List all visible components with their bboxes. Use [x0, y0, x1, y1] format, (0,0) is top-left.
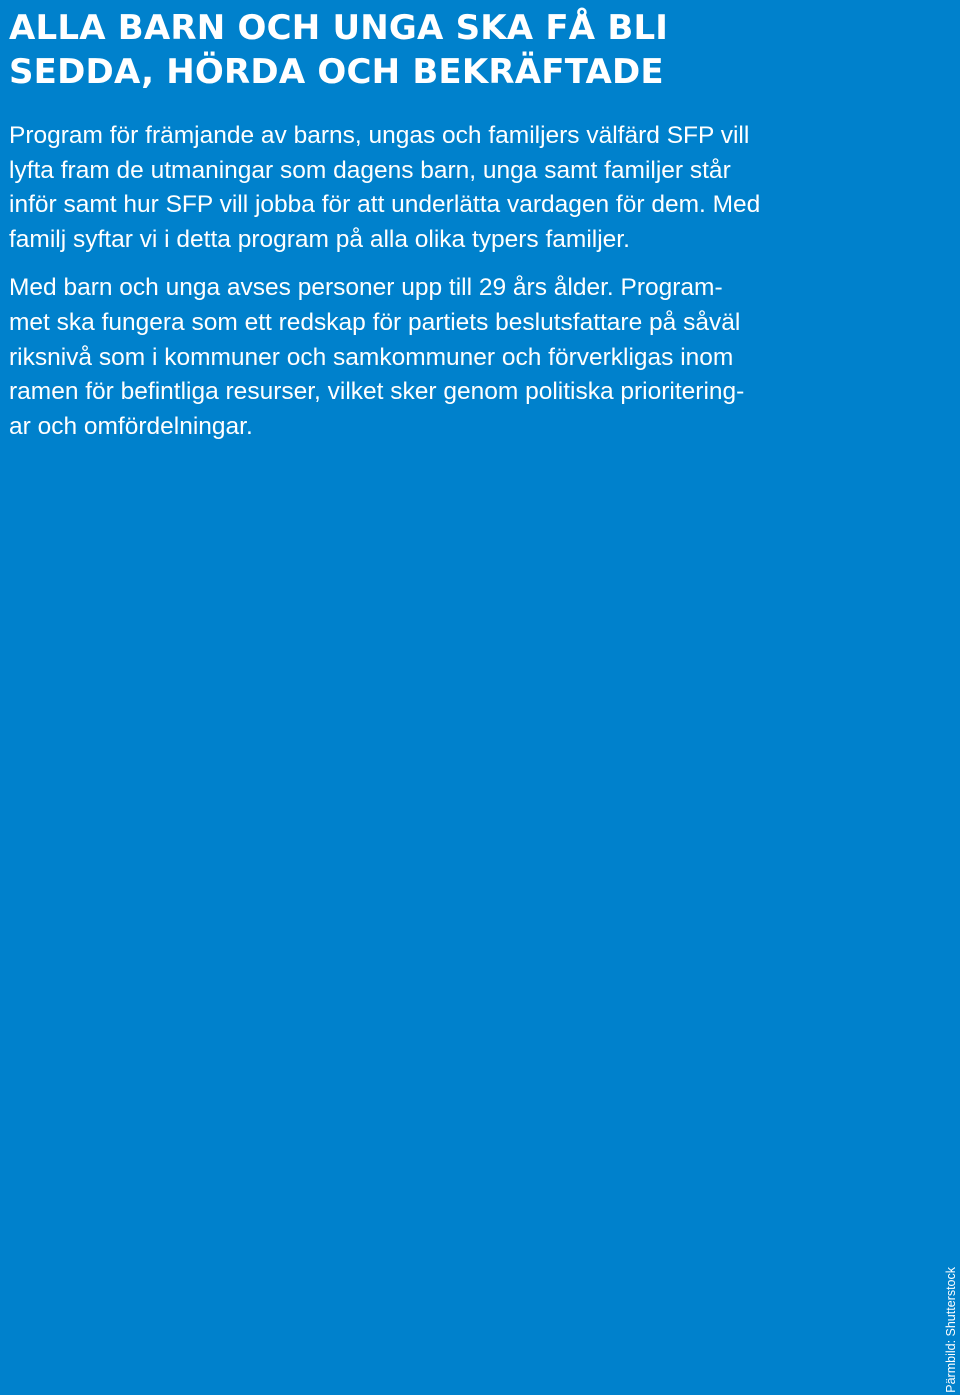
- paragraph-line: inför samt hur SFP vill jobba för att underlätta vardagen för dem. Med: [9, 191, 761, 219]
- page-title: [9, 0, 909, 94]
- paragraph-1: [9, 119, 909, 257]
- paragraph-line: met ska fungera som ett redskap för partiets beslutsfattare på såväl: [9, 308, 741, 336]
- paragraph-2: [9, 271, 909, 444]
- paragraph-line: familj syftar vi i detta program på alla olika typers familjer.: [9, 225, 630, 253]
- paragraph-line: Med barn och unga avses personer upp till 29 års ålder. Program-: [9, 274, 723, 302]
- paragraph-line: Program för främjande av barns, ungas och familjers välfärd SFP vill: [9, 122, 750, 149]
- title-line-2: SEDDA, HÖRDA OCH BEKRÄFTADE: [9, 52, 664, 92]
- paragraph-line: lyfta fram de utmaningar som dagens barn, unga samt familjer står: [9, 156, 731, 184]
- body-text: [9, 119, 909, 444]
- paragraph-line: ramen för befintliga resurser, vilket sker genom politiska prioritering-: [9, 378, 745, 406]
- paragraph-line: ar och omfördelningar.: [9, 412, 253, 440]
- photo-credit: Pärmbild: Shutterstock: [944, 1267, 958, 1393]
- document-page: [9, 0, 909, 444]
- paragraph-line: riksnivå som i kommuner och samkommuner och förverkligas inom: [9, 343, 734, 371]
- title-line-1: ALLA BARN OCH UNGA SKA FÅ BLI: [9, 8, 669, 48]
